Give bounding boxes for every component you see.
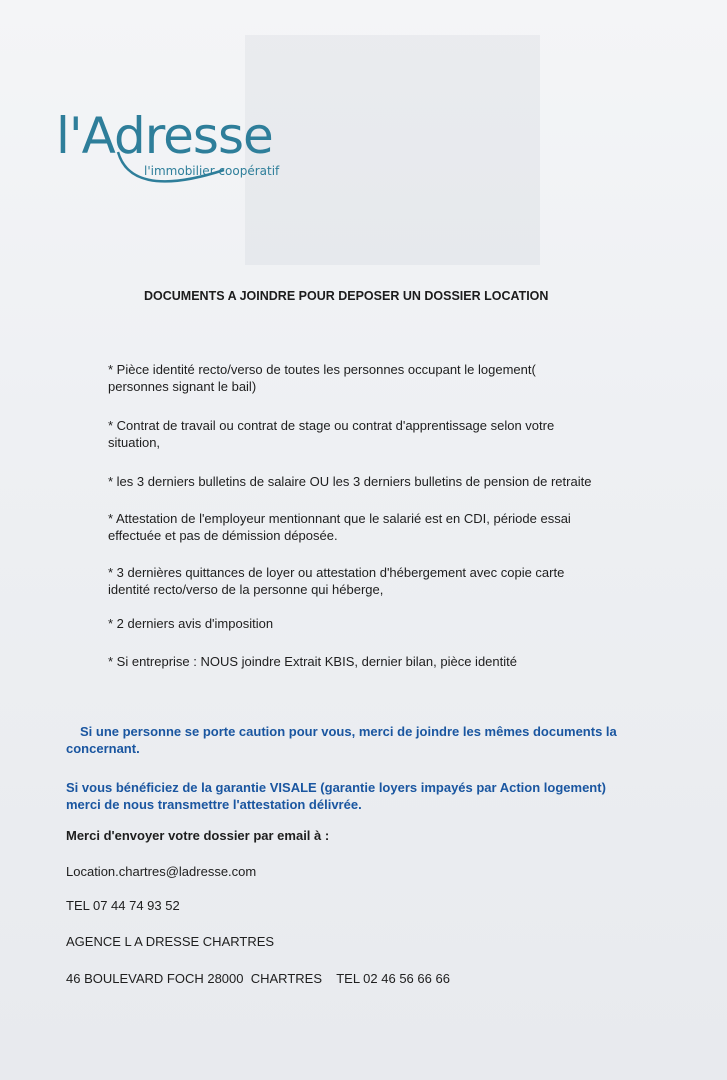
logo-tagline: l'immobilier coopératif: [144, 164, 280, 178]
agency-address: 46 BOULEVARD FOCH 28000 CHARTRES TEL 02 46 56 66 66: [66, 971, 450, 986]
list-item-contract: * Contrat de travail ou contrat de stage ou contrat d'apprentissage selon votre situation,: [108, 418, 555, 450]
email-instruction: Merci d'envoyer votre dossier par email à :: [66, 828, 330, 843]
contact-phone: TEL 07 44 74 93 52: [66, 898, 180, 913]
list-item-id: * Pièce identité recto/verso de toutes les personnes occupant le logement( personnes signant le bail): [108, 362, 536, 394]
agency-name: AGENCE L A DRESSE CHARTRES: [66, 934, 275, 949]
list-item-company: * Si entreprise : NOUS joindre Extrait KBIS, dernier bilan, pièce identité: [108, 654, 517, 669]
guarantor-note: Si une personne se porte caution pour vous, merci de joindre les mêmes documents la concernant.: [66, 724, 617, 756]
contact-email: Location.chartres@ladresse.com: [66, 864, 257, 879]
list-item-rent-receipts: * 3 dernières quittances de loyer ou attestation d'hébergement avec copie carte identité recto/verso de la personne qui héberge,: [108, 565, 565, 597]
logo-wordmark: l'Adresse: [56, 107, 273, 165]
document-title: DOCUMENTS A JOINDRE POUR DEPOSER UN DOSSIER LOCATION: [144, 289, 549, 303]
list-item-tax-notices: * 2 derniers avis d'imposition: [108, 616, 274, 631]
visale-note: Si vous bénéficiez de la garantie VISALE (garantie loyers impayés par Action logement) merci de nous transmettre l'attestation délivrée.: [66, 780, 606, 812]
company-logo: [56, 106, 306, 201]
list-item-employer-certificate: * Attestation de l'employeur mentionnant que le salarié est en CDI, période essai effectuée et pas de démission déposée.: [108, 511, 571, 543]
list-item-payslips: * les 3 derniers bulletins de salaire OU les 3 derniers bulletins de pension de retraite: [108, 474, 592, 489]
